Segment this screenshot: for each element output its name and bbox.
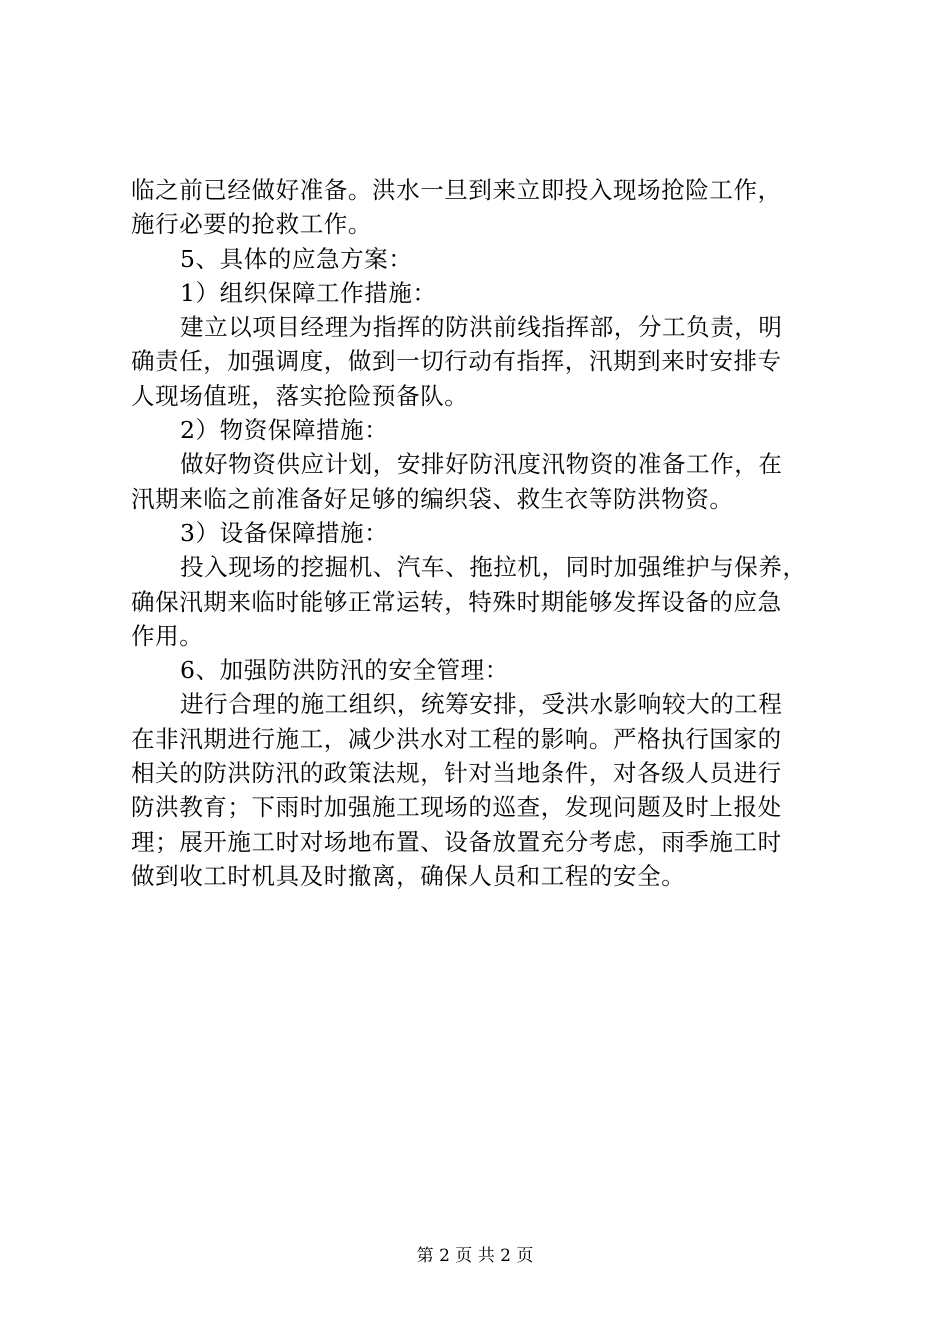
text-line: 防洪教育；下雨时加强施工现场的巡查，发现问题及时上报处: [131, 793, 782, 822]
text-line: 进行合理的施工组织，统筹安排，受洪水影响较大的工程: [180, 690, 783, 719]
text-line: 施行必要的抢救工作。: [131, 210, 372, 239]
document-body: [131, 173, 836, 893]
text-line: 建立以项目经理为指挥的防洪前线指挥部，分工负责，明: [180, 313, 783, 342]
section-heading: 6、加强防洪防汛的安全管理：: [180, 656, 509, 685]
subsection-heading: 2）物资保障措施：: [180, 416, 389, 445]
text-line: 确责任，加强调度，做到一切行动有指挥，汛期到来时安排专: [131, 347, 782, 376]
text-line: 做好物资供应计划，安排好防汛度汛物资的准备工作，在: [180, 450, 783, 479]
text-line: 在非汛期进行施工，减少洪水对工程的影响。严格执行国家的: [131, 724, 782, 753]
subsection-heading: 1）组织保障工作措施：: [180, 278, 437, 307]
section-heading: 5、具体的应急方案：: [180, 244, 413, 273]
text-line: 做到收工时机具及时撤离，确保人员和工程的安全。: [131, 861, 686, 890]
text-line: 相关的防洪防汛的政策法规，针对当地条件，对各级人员进行: [131, 759, 782, 788]
subsection-heading: 3）设备保障措施：: [180, 518, 389, 547]
page-number-footer: 第 2 页 共 2 页: [416, 1246, 534, 1266]
text-line: 临之前已经做好准备。洪水一旦到来立即投入现场抢险工作，: [131, 176, 782, 204]
text-line: 人现场值班，落实抢险预备队。: [131, 381, 469, 410]
text-line: 确保汛期来临时能够正常运转，特殊时期能够发挥设备的应急: [131, 587, 782, 616]
text-line: 投入现场的挖掘机、汽车、拖拉机，同时加强维护与保养，: [180, 553, 807, 582]
text-line: 理；展开施工时对场地布置、设备放置充分考虑，雨季施工时: [131, 827, 782, 856]
text-line: 汛期来临之前准备好足够的编织袋、救生衣等防洪物资。: [131, 484, 734, 513]
text-line: 作用。: [131, 621, 204, 650]
